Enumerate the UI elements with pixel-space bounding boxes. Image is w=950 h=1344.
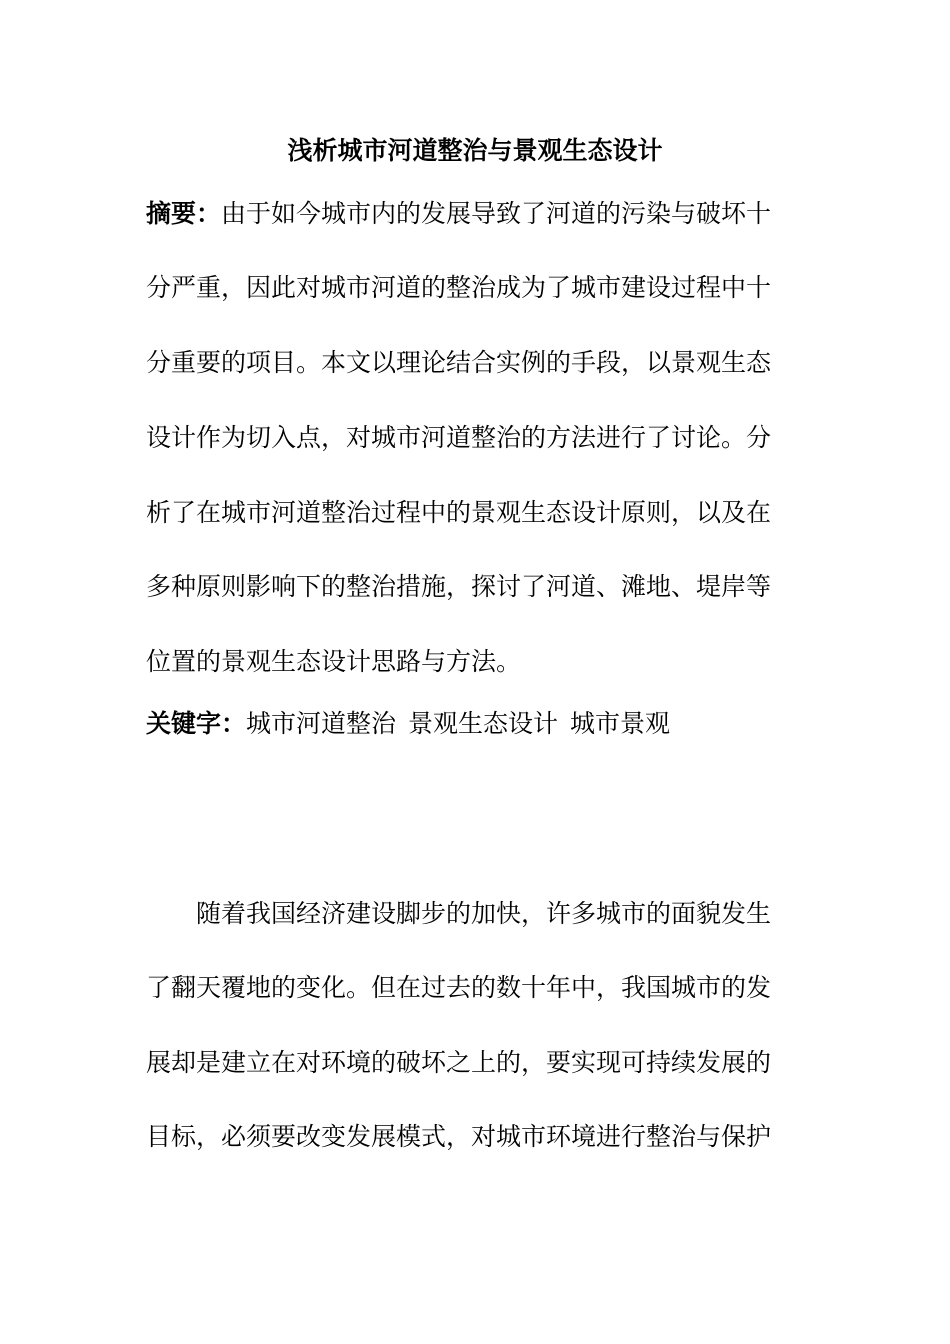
abstract-line-3: 分重要的项目。本文以理论结合实例的手段，以景观生态 xyxy=(146,348,772,377)
keywords-line xyxy=(146,704,670,744)
abstract-text: 由于如今城市内的发展导致了河道的污染与破坏十 xyxy=(221,199,772,228)
keyword-item: 景观生态设计 xyxy=(408,709,559,738)
abstract-line-1 xyxy=(146,194,771,234)
abstract-line-4: 设计作为切入点，对城市河道整治的方法进行了讨论。分 xyxy=(146,423,772,452)
body-line-4: 目标，必须要改变发展模式，对城市环境进行整治与保护 xyxy=(146,1122,772,1151)
keywords-label: 关键字： xyxy=(146,709,247,738)
keyword-item: 城市河道整治 xyxy=(246,709,397,738)
body-line-3: 展却是建立在对环境的破坏之上的，要实现可持续发展的 xyxy=(146,1048,772,1077)
body-line-1: 随着我国经济建设脚步的加快，许多城市的面貌发生 xyxy=(196,899,772,928)
abstract-line-7: 位置的景观生态设计思路与方法。 xyxy=(146,647,522,676)
abstract-line-6: 多种原则影响下的整治措施，探讨了河道、滩地、堤岸等 xyxy=(146,572,772,601)
document-title: 浅析城市河道整治与景观生态设计 xyxy=(287,136,663,165)
abstract-line-2: 分严重，因此对城市河道的整治成为了城市建设过程中十 xyxy=(146,273,772,302)
body-line-2: 了翻天覆地的变化。但在过去的数十年中，我国城市的发 xyxy=(146,973,772,1002)
abstract-line-5: 析了在城市河道整治过程中的景观生态设计原则，以及在 xyxy=(146,498,772,527)
abstract-label: 摘要： xyxy=(146,199,222,228)
keyword-item: 城市景观 xyxy=(570,709,671,738)
